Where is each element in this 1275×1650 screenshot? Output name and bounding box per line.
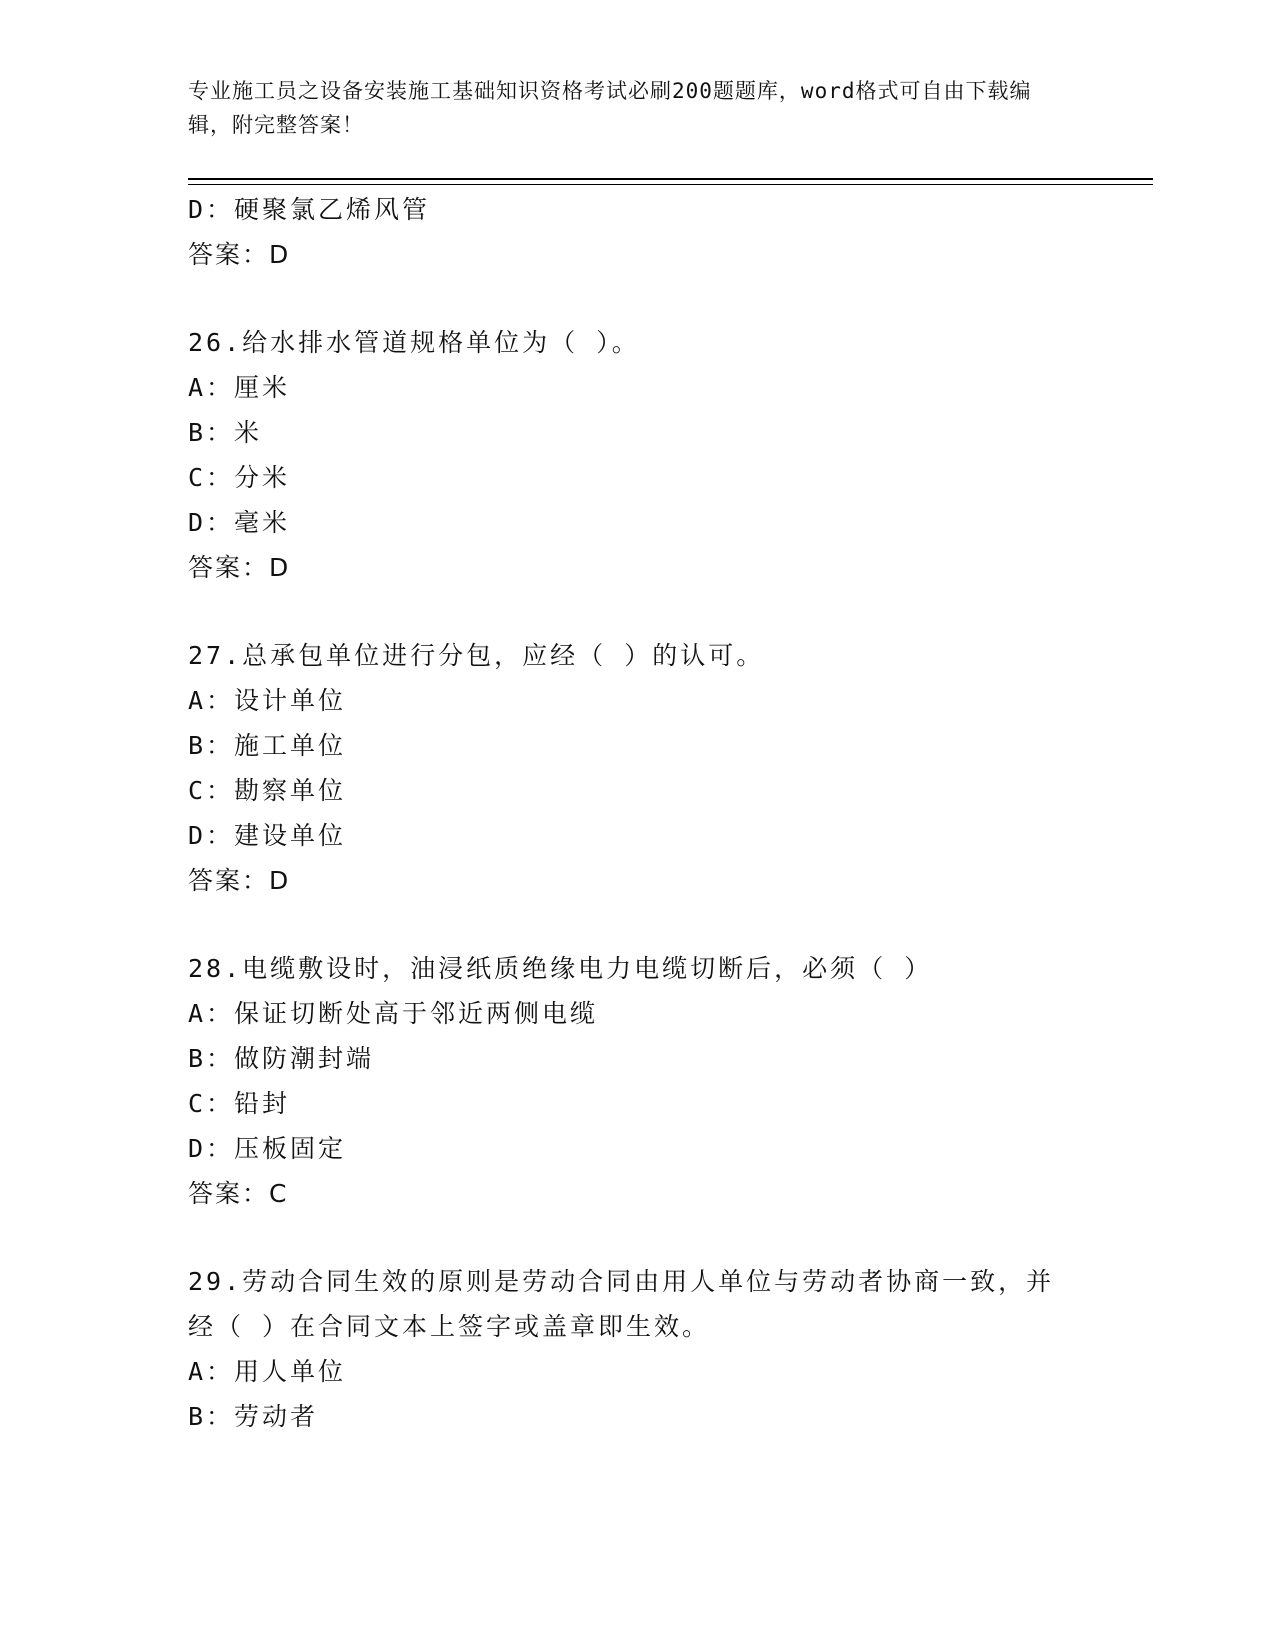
option-d: D：压板固定 [188, 1134, 347, 1163]
option-d: D：硬聚氯乙烯风管 [188, 195, 431, 224]
question-stem: 29.劳动合同生效的原则是劳动合同由用人单位与劳动者协商一致，并经（ ）在合同文本上签字或盖章即生效。 [188, 1267, 1055, 1341]
option-b: B：做防潮封端 [188, 1044, 375, 1073]
option-b: B：施工单位 [188, 731, 347, 760]
question-stem: 26.给水排水管道规格单位为（ ）。 [188, 328, 640, 357]
question-28 [188, 946, 1088, 1217]
option-c: C：铅封 [188, 1089, 291, 1118]
document-header: 专业施工员之设备安装施工基础知识资格考试必刷200题题库，word格式可自由下载编辑，附完整答案！ [188, 79, 1032, 137]
answer-line: 答案：D [188, 866, 291, 895]
answer-line: 答案：C [188, 1179, 289, 1208]
option-a: A：保证切断处高于邻近两侧电缆 [188, 999, 599, 1028]
answer-line: 答案：D [188, 240, 291, 269]
option-b: B：米 [188, 418, 263, 447]
question-27 [188, 633, 1088, 904]
option-c: C：勘察单位 [188, 776, 347, 805]
question-29 [188, 1259, 1088, 1439]
option-c: C：分米 [188, 463, 291, 492]
question-stem: 28.电缆敷设时，油浸纸质绝缘电力电缆切断后，必须（ ） [188, 954, 933, 983]
option-d: D：毫米 [188, 508, 291, 537]
question-content [188, 187, 1088, 1439]
question-26 [188, 320, 1088, 591]
option-a: A：厘米 [188, 373, 291, 402]
option-a: A：设计单位 [188, 686, 347, 715]
option-a: A：用人单位 [188, 1357, 347, 1386]
header-divider-thin [188, 184, 1153, 185]
header-divider-thick [188, 178, 1153, 180]
option-d: D：建设单位 [188, 821, 347, 850]
option-b: B：劳动者 [188, 1402, 319, 1431]
answer-line: 答案：D [188, 553, 291, 582]
question-stem: 27.总承包单位进行分包，应经（ ）的认可。 [188, 641, 765, 670]
